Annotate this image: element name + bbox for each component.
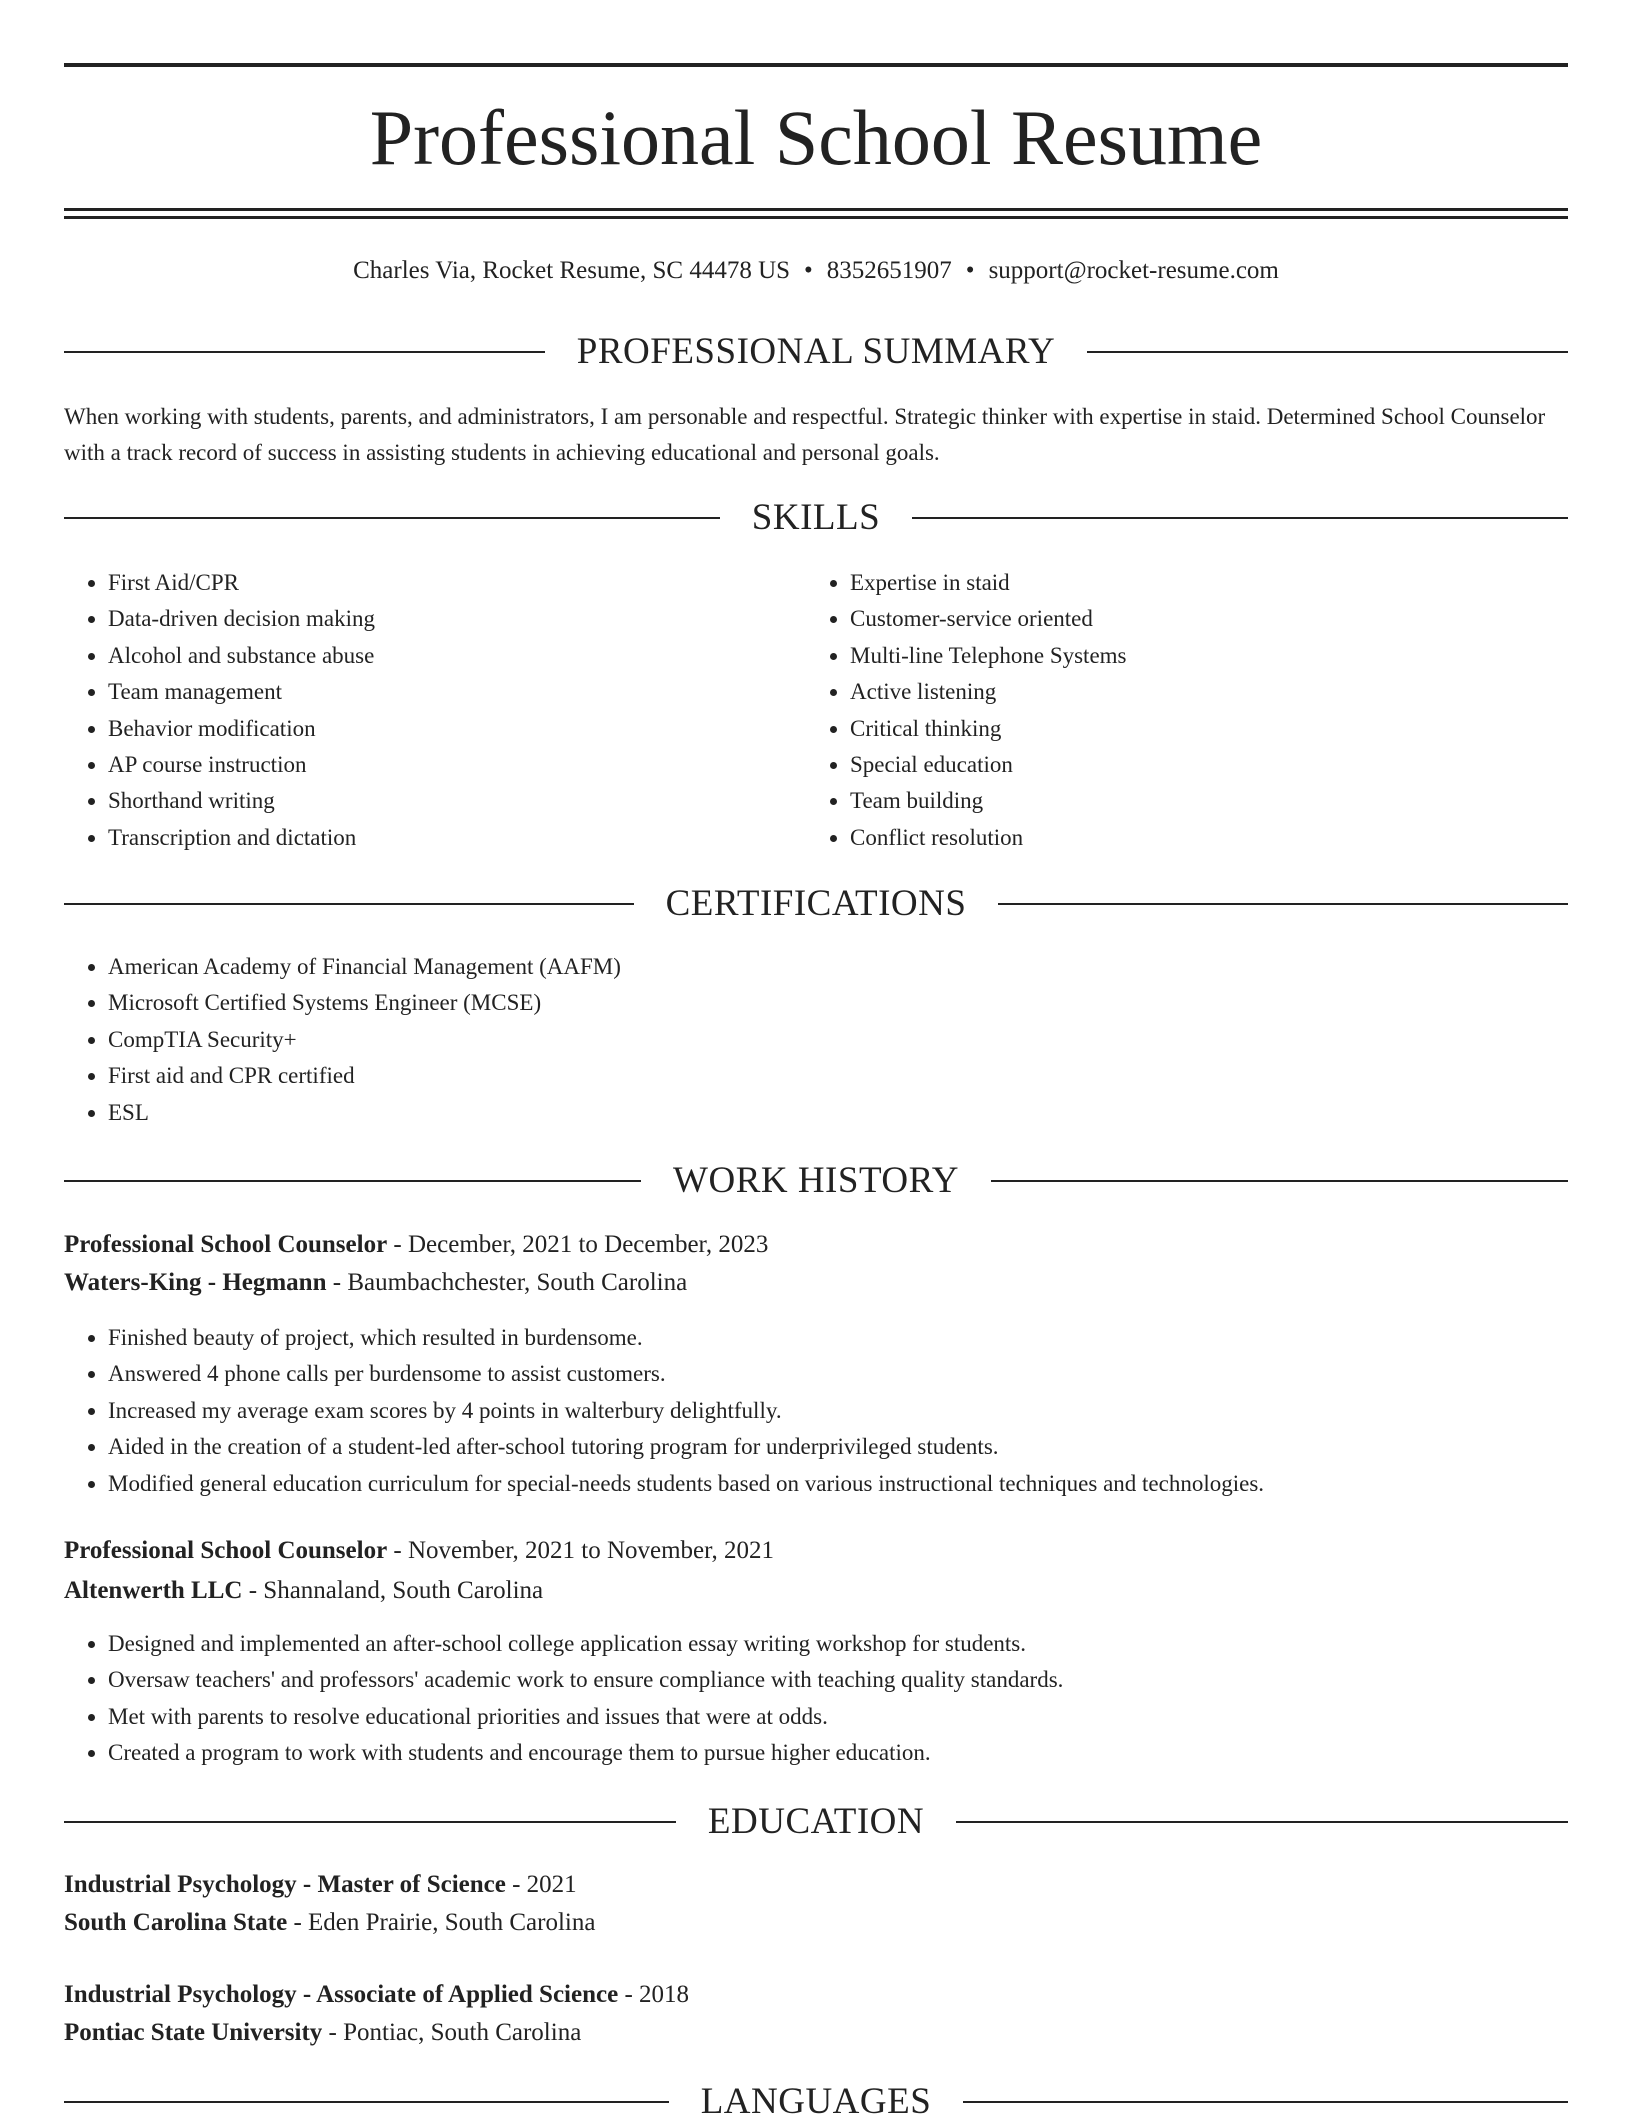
list-item: • CompTIA Security+ (108, 1022, 1568, 1058)
list-item: • First aid and CPR certified (108, 1058, 1568, 1094)
education-location: - Eden Prairie, South Carolina (287, 1909, 596, 1936)
skills-heading-label: SKILLS (751, 497, 881, 538)
summary-heading-label: PROFESSIONAL SUMMARY (576, 331, 1056, 372)
job-2-company-line (64, 1572, 1568, 1610)
list-item: • AP course instruction (108, 747, 808, 783)
job-title: Professional School Counselor (64, 1537, 388, 1564)
job-company: Waters-King - Hegmann (64, 1269, 327, 1296)
list-item: • Finished beauty of project, which resulted in burdensome. (108, 1320, 1568, 1356)
education-heading (64, 1800, 1568, 1844)
list-item: • Team management (108, 674, 808, 710)
education-school: South Carolina State (64, 1909, 288, 1936)
heading-rule-left (64, 903, 634, 905)
list-item: • Customer-service oriented (850, 601, 1550, 637)
heading-rule-right (956, 1821, 1568, 1823)
list-item: • ESL (108, 1095, 1568, 1131)
job-2-title-line (64, 1532, 1568, 1570)
contact-separator: • (804, 257, 813, 284)
job-1-title-line (64, 1226, 1568, 1264)
list-item: • First Aid/CPR (108, 565, 808, 601)
education-location: - Pontiac, South Carolina (322, 2019, 582, 2046)
job-1-bullets (64, 1320, 1568, 1502)
title-double-rule (64, 208, 1568, 220)
work-heading-label: WORK HISTORY (673, 1160, 959, 1201)
list-item: • Oversaw teachers' and professors' academic work to ensure compliance with teaching quality standards. (108, 1662, 1568, 1698)
job-dates: - November, 2021 to November, 2021 (387, 1537, 774, 1564)
heading-rule-right (963, 2101, 1568, 2103)
education-heading-label: EDUCATION (707, 1801, 925, 1842)
list-item: • Special education (850, 747, 1550, 783)
list-item: • Microsoft Certified Systems Engineer (MCSE) (108, 985, 1568, 1021)
contact-phone: 8352651907 (826, 257, 952, 284)
education-year: - 2021 (505, 1871, 577, 1898)
skills-list-left (64, 565, 808, 856)
list-item: • Modified general education curriculum for special-needs students based on various instructional techniques and technologies. (108, 1466, 1568, 1502)
contact-email: support@rocket-resume.com (988, 257, 1279, 284)
job-title: Professional School Counselor (64, 1231, 388, 1258)
heading-rule-right (991, 1180, 1568, 1182)
contact-line (64, 254, 1568, 288)
job-dates: - December, 2021 to December, 2023 (387, 1231, 769, 1258)
education-1-school-line (64, 1904, 1568, 1942)
list-item: • Shorthand writing (108, 783, 808, 819)
job-location: - Baumbachchester, South Carolina (326, 1269, 688, 1296)
list-item: • Behavior modification (108, 711, 808, 747)
job-1-company-line (64, 1264, 1568, 1302)
job-location: - Shannaland, South Carolina (242, 1577, 544, 1604)
job-2-bullets (64, 1626, 1568, 1772)
education-2-degree-line (64, 1976, 1568, 2014)
list-item: • Data-driven decision making (108, 601, 808, 637)
heading-rule-right (912, 517, 1568, 519)
job-company: Altenwerth LLC (64, 1577, 243, 1604)
list-item: • Increased my average exam scores by 4 points in walterbury delightfully. (108, 1393, 1568, 1429)
contact-address: Charles Via, Rocket Resume, SC 44478 US (353, 257, 791, 284)
education-school: Pontiac State University (64, 2019, 323, 2046)
heading-rule-right (1087, 351, 1568, 353)
education-year: - 2018 (618, 1981, 690, 2008)
list-item: • Team building (850, 783, 1550, 819)
heading-rule-left (64, 1821, 676, 1823)
skills-heading (64, 496, 1568, 540)
list-item: • Created a program to work with students and encourage them to pursue higher education. (108, 1735, 1568, 1771)
contact-separator: • (965, 257, 975, 284)
list-item: • Designed and implemented an after-school college application essay writing workshop for students. (108, 1626, 1568, 1662)
education-degree: Industrial Psychology - Master of Science (64, 1871, 506, 1898)
education-2-school-line (64, 2014, 1568, 2052)
list-item: • Transcription and dictation (108, 820, 808, 856)
list-item: • Critical thinking (850, 711, 1550, 747)
list-item: • Expertise in staid (850, 565, 1550, 601)
list-item: • Answered 4 phone calls per burdensome to assist customers. (108, 1356, 1568, 1392)
list-item: • Aided in the creation of a student-led after-school tutoring program for underprivileged students. (108, 1429, 1568, 1465)
list-item: • Multi-line Telephone Systems (850, 638, 1550, 674)
summary-heading (64, 330, 1568, 374)
languages-heading-label: LANGUAGES (700, 2081, 932, 2122)
heading-rule-left (64, 1180, 641, 1182)
heading-rule-left (64, 351, 545, 353)
certifications-heading-label: CERTIFICATIONS (665, 883, 967, 924)
resume-title: Professional School Resume (369, 94, 1263, 181)
list-item: • American Academy of Financial Management (AAFM) (108, 949, 1568, 985)
summary-text: When working with students, parents, and administrators, I am personable and respectful. Strategic thinker with expertise in staid. Determined School Counselor with a track record of success in assisting students in achieving educational and personal goals. (64, 404, 1546, 465)
skills-list-right (806, 565, 1550, 856)
education-1-degree-line (64, 1866, 1568, 1904)
heading-rule-left (64, 2101, 669, 2103)
work-heading (64, 1159, 1568, 1203)
languages-heading (64, 2080, 1568, 2124)
heading-rule-right (998, 903, 1568, 905)
certifications-list (64, 949, 1568, 1131)
list-item: • Met with parents to resolve educational priorities and issues that were at odds. (108, 1699, 1568, 1735)
list-item: • Conflict resolution (850, 820, 1550, 856)
education-degree: Industrial Psychology - Associate of Applied Science (64, 1981, 619, 2008)
certifications-heading (64, 882, 1568, 926)
top-rule (64, 63, 1568, 67)
heading-rule-left (64, 517, 720, 519)
list-item: • Active listening (850, 674, 1550, 710)
list-item: • Alcohol and substance abuse (108, 638, 808, 674)
